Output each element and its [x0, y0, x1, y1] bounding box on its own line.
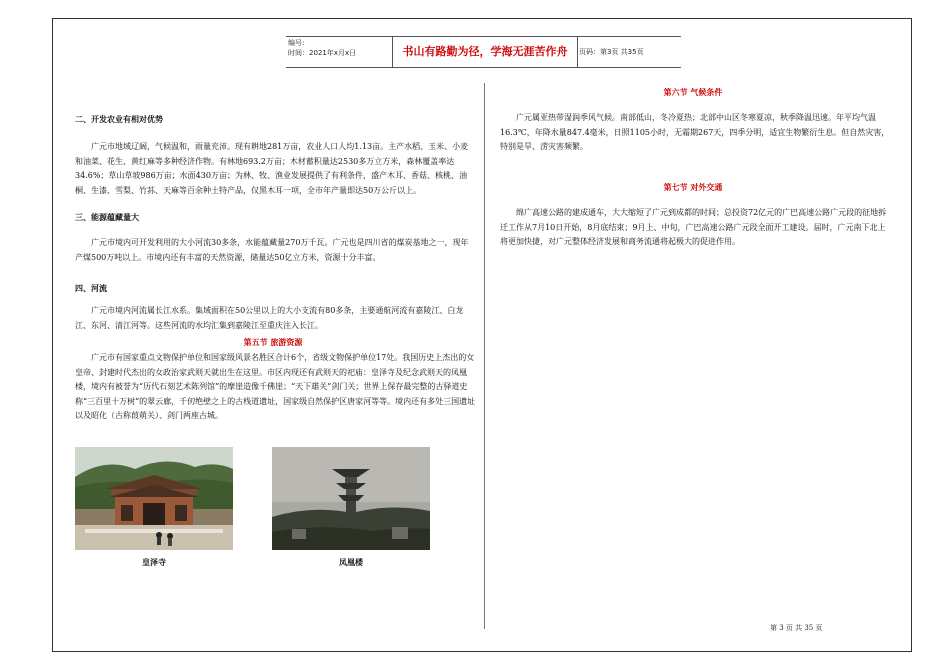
- paragraph-tourism: 广元市有国家重点文物保护单位和国家级风景名胜区合计6个，省级文物保护单位17处。我国历史上杰出的女皇帝、封建时代杰出的女政治家武则天就出生在这里。市区内现还有武则天的祀庙：皇泽寺及纪念武则天的凤凰楼，境内有被誉为“历代石刻艺术陈列馆”的摩崖造像千佛崖；“天下雄关”剑门关；世界上保存最完整的古驿道史称“三百里十万树”的翠云廊，千仞绝壁之上的古栈道遗址，国家级自然保护区唐家河等等。境内还有多处三国遗址以及昭化（古称葭萌关）、剑门两座古城。: [75, 353, 476, 421]
- paragraph-climate: 广元属亚热带湿润季风气候。南部低山，冬冷夏热；北部中山区冬寒夏凉，秋季降温迅速。年平均气温16.3℃，年降水量847.4毫米，日照1105小时，无霜期267天，四季分明，适宜生物繁衍生息。但自然灾害，特别是旱、涝灾害频繁。: [500, 113, 890, 152]
- heading-agriculture: 二、开发农业有相对优势: [75, 114, 163, 124]
- column-divider: [484, 83, 485, 629]
- paragraph-energy: 广元市境内可开发利用的大小河流30多条，水能蕴藏量270万千瓦。广元也是四川省的煤炭基地之一，现年产煤500万吨以上。市境内还有丰富的天然资源，储量达50亿立方米，资源十分丰富。: [75, 238, 469, 262]
- caption-huangze-temple: 皇泽寺: [142, 557, 166, 567]
- header-page-info: 页码：第3页 共35页: [579, 48, 644, 56]
- paragraph-rivers: 广元市境内河流属长江水系。集域面积在50公里以上的大小支流有80多条，主要通航河流有嘉陵江、白龙江、东河、清江河等。这些河流的水均汇集到嘉陵江至重庆注入长江。: [75, 306, 464, 330]
- serial-label: 编号:: [288, 39, 305, 47]
- heading-rivers: 四、河流: [75, 283, 107, 293]
- paragraph-agriculture: 广元市地域辽阔，气候温和，雨量充沛。现有耕地281万亩，农业人口人均1.13亩。主产水稻、玉米、小麦和油菜、花生、黄红麻等多种经济作物。有林地693.2万亩；木材蓄积量达2530多万立方米，森林覆盖率达34.6%；草山草坡986万亩；水面430万亩；为林、牧、渔业发展提供了有利条件，盛产木耳、香菇、核桃、油桐、生漆、雪梨、竹荪、天麻等百余种土特产品，仅黑木耳一项，全市年产量即达50万公斤以上。: [75, 142, 469, 195]
- section-7-title: 第七节 对外交通: [663, 182, 723, 192]
- section-5-title: 第五节 旅游资源: [243, 337, 303, 347]
- header-meta: [288, 38, 356, 58]
- photo-phoenix-tower: [272, 447, 430, 550]
- document-header: [286, 36, 681, 68]
- caption-phoenix-tower: 凤凰楼: [339, 557, 363, 567]
- paragraph-transport: 绵广高速公路的建成通车，大大缩短了广元到成都的时间；总投资72亿元的广巴高速公路广元段的征地拆迁工作从7月10日开始，8月底结束；9月上、中旬，广巴高速公路广元段全面开工建设。届时，广元南下北上将更加快捷，对广元整体经济发展和商务流通将起极大的促进作用。: [500, 208, 887, 247]
- photo-huangze-temple: [75, 447, 233, 550]
- page-footer: 第 3 页 共 35 页: [770, 624, 823, 632]
- heading-energy: 三、能源蕴藏量大: [75, 212, 139, 222]
- section-6-title: 第六节 气候条件: [663, 87, 723, 97]
- time-label: 时间：2021年x月x日: [288, 49, 357, 57]
- header-slogan: 书山有路勤为径，学海无涯苦作舟: [392, 37, 578, 67]
